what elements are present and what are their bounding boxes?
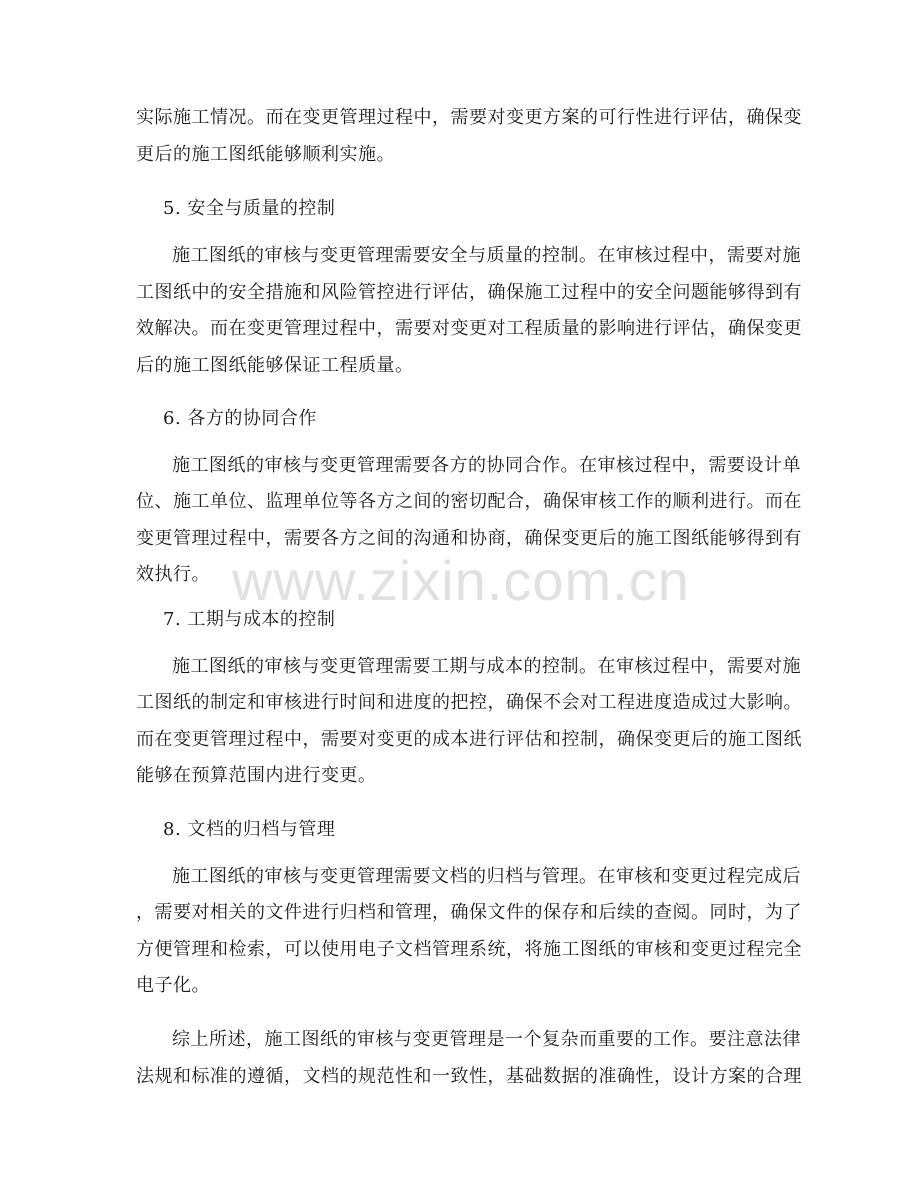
conclusion-line: 法规和标准的遵循，文档的规范性和一致性，基础数据的准确性，设计方案的合理 <box>136 1066 802 1087</box>
body-line: 施工图纸的审核与变更管理需要工期与成本的控制。在审核过程中，需要对施 <box>172 656 801 677</box>
body-line: 后的施工图纸能够保证工程质量。 <box>136 355 414 376</box>
conclusion-line: 综上所述，施工图纸的审核与变更管理是一个复杂而重要的工作。要注意法律 <box>172 1029 801 1050</box>
body-line: 施工图纸的审核与变更管理需要文档的归档与管理。在审核和变更过程完成后 <box>172 866 801 887</box>
body-line: 效执行。 <box>136 564 210 585</box>
body-line: 施工图纸的审核与变更管理需要安全与质量的控制。在审核过程中，需要对施 <box>172 245 801 266</box>
body-line: 而在变更管理过程中，需要对变更的成本进行评估和控制，确保变更后的施工图纸 <box>136 729 802 750</box>
body-line: 更后的施工图纸能够顺利实施。 <box>136 144 395 165</box>
body-line: ，需要对相关的文件进行归档和管理，确保文件的保存和后续的查阅。同时，为了 <box>136 902 802 923</box>
body-line: 施工图纸的审核与变更管理需要各方的协同合作。在审核过程中，需要设计单 <box>172 455 801 476</box>
body-line: 效解决。而在变更管理过程中，需要对变更对工程质量的影响进行评估，确保变更 <box>136 318 802 339</box>
section-heading-5: 5. 安全与质量的控制 <box>163 198 336 219</box>
section-heading-8: 8. 文档的归档与管理 <box>163 819 336 840</box>
body-line: 工图纸中的安全措施和风险管控进行评估，确保施工过程中的安全问题能够得到有 <box>136 282 802 303</box>
body-line: 变更管理过程中，需要各方之间的沟通和协商，确保变更后的施工图纸能够得到有 <box>136 528 802 549</box>
section-heading-7: 7. 工期与成本的控制 <box>163 609 336 630</box>
watermark-text: www.zixin.com.cn <box>232 549 690 612</box>
body-line: 工图纸的制定和审核进行时间和进度的把控，确保不会对工程进度造成过大影响。 <box>136 692 802 713</box>
body-line: 电子化。 <box>136 975 210 996</box>
body-line: 能够在预算范围内进行变更。 <box>136 765 377 786</box>
body-line: 实际施工情况。而在变更管理过程中，需要对变更方案的可行性进行评估，确保变 <box>136 107 802 128</box>
body-line: 位、施工单位、监理单位等各方之间的密切配合，确保审核工作的顺利进行。而在 <box>136 491 802 512</box>
section-heading-6: 6. 各方的协同合作 <box>163 408 317 429</box>
body-line: 方便管理和检索，可以使用电子文档管理系统，将施工图纸的审核和变更过程完全 <box>136 939 802 960</box>
